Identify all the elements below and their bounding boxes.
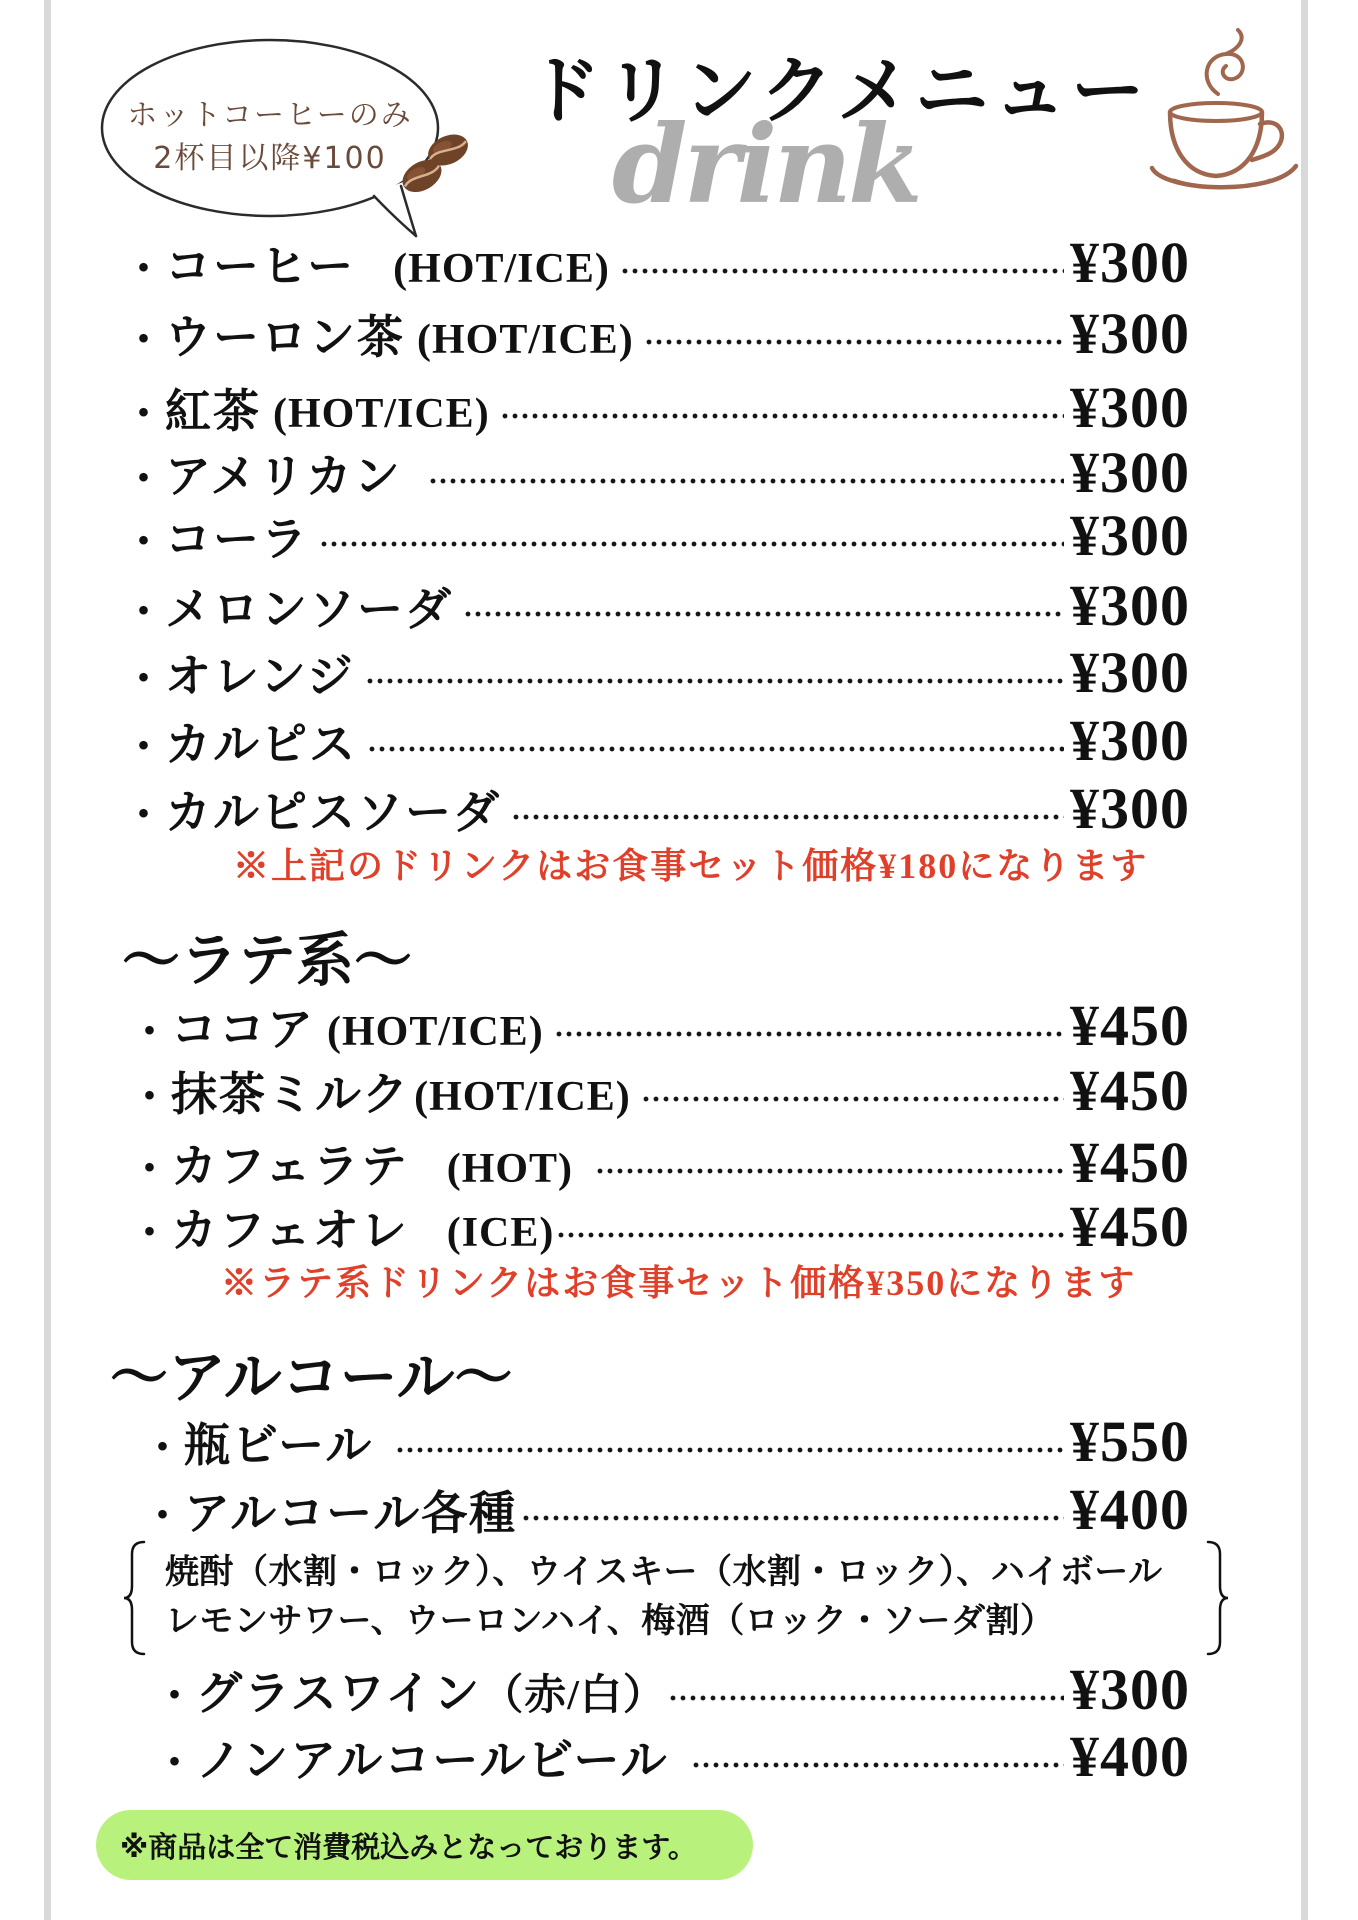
item-price: ¥300 [1070, 573, 1190, 638]
bullet: ・ [129, 1210, 170, 1255]
menu-item-row [141, 1479, 1190, 1541]
item-variant: (ICE) [446, 1210, 555, 1256]
alcohol-variety-line: 焼酎（水割・ロック）、ウイスキー（水割・ロック）、ハイボール [165, 1554, 1163, 1591]
bullet: ・ [123, 246, 164, 291]
bullet: ・ [123, 589, 164, 634]
item-name: コーラ [165, 514, 309, 565]
item-price: ¥450 [1070, 1194, 1190, 1259]
item-name: カルピスソーダ [165, 787, 501, 838]
item-variant: (HOT/ICE) [273, 391, 490, 437]
item-name: ココア [171, 1004, 315, 1055]
item-name: 紅茶 [165, 386, 261, 437]
item-price: ¥450 [1070, 993, 1190, 1058]
item-name: 抹茶ミルク [171, 1069, 411, 1120]
item-price: ¥300 [1070, 1657, 1190, 1722]
section-heading-alcohol: ～アルコール～ [110, 1345, 513, 1410]
item-variant: (HOT/ICE) [414, 1074, 631, 1120]
item-name: メロンソーダ [165, 584, 453, 635]
item-name: ノンアルコールビール [196, 1735, 669, 1786]
steam-icon [1207, 30, 1243, 94]
dotted-leader [511, 813, 1064, 821]
item-price: ¥550 [1070, 1409, 1190, 1474]
item-price: ¥300 [1070, 375, 1190, 440]
menu-item-row [122, 232, 1190, 294]
set-price-note: ※上記のドリンクはお食事セット価格¥180になります [233, 846, 1149, 886]
item-price: ¥400 [1070, 1724, 1190, 1789]
dotted-leader [641, 1095, 1064, 1103]
menu-item-row [128, 1132, 1190, 1194]
bullet: ・ [129, 1009, 170, 1054]
dotted-leader [500, 412, 1064, 420]
item-variant: (HOT) [446, 1146, 574, 1192]
menu-item-row [122, 377, 1190, 439]
alcohol-variety-line: レモンサワー、ウーロンハイ、梅酒（ロック・ソーダ割） [165, 1603, 1055, 1640]
bullet: ・ [154, 1740, 195, 1785]
item-name: アルコール各種 [184, 1488, 518, 1539]
page-title: ドリンクメニュー [527, 51, 1149, 133]
menu-item-row [128, 1196, 1190, 1258]
tax-note-text: ※商品は全て消費税込みとなっております。 [120, 1829, 697, 1864]
menu-item-row [122, 710, 1190, 772]
item-name: オレンジ [165, 651, 355, 702]
left-border [44, 0, 51, 1920]
bullet: ・ [123, 456, 164, 501]
dotted-leader [554, 1030, 1064, 1038]
menu-item-row [122, 303, 1190, 365]
menu-item-row [141, 1411, 1190, 1473]
bullet: ・ [129, 1074, 170, 1119]
dotted-leader [428, 477, 1064, 485]
section-heading-latte: ～ラテ系～ [122, 928, 413, 993]
dotted-leader [620, 267, 1064, 275]
bubble-text-line1: ホットコーヒーのみ [127, 98, 413, 133]
item-price: ¥300 [1070, 708, 1190, 773]
item-price: ¥300 [1070, 503, 1190, 568]
left-curly-brace-icon [122, 1540, 146, 1656]
item-name: コーヒー [165, 241, 356, 292]
item-name: 瓶ビール [184, 1420, 374, 1471]
item-name: カフェラテ [171, 1141, 409, 1192]
dotted-leader [521, 1514, 1064, 1522]
menu-item-row [128, 995, 1190, 1057]
menu-item-row [122, 505, 1190, 567]
dotted-leader [367, 745, 1064, 753]
item-price: ¥300 [1070, 776, 1190, 841]
item-price: ¥450 [1070, 1130, 1190, 1195]
menu-item-row [122, 642, 1190, 704]
dotted-leader [595, 1167, 1064, 1175]
menu-item-row [122, 575, 1190, 637]
dotted-leader [365, 677, 1064, 685]
bubble-text-line2: 2杯目以降¥100 [153, 141, 387, 176]
item-price: ¥400 [1070, 1477, 1190, 1542]
right-border [1301, 0, 1308, 1920]
item-name: グラスワイン [196, 1668, 482, 1719]
bullet: ・ [123, 519, 164, 564]
dotted-leader [668, 1694, 1064, 1702]
dotted-leader [395, 1446, 1064, 1454]
item-price: ¥300 [1070, 230, 1190, 295]
bullet: ・ [123, 656, 164, 701]
item-name: ウーロン茶 [165, 312, 405, 363]
bullet: ・ [142, 1493, 183, 1538]
dotted-leader [691, 1761, 1064, 1769]
script-subtitle: drink [612, 102, 919, 228]
menu-item-row [153, 1659, 1190, 1721]
item-price: ¥300 [1070, 440, 1190, 505]
coffee-cup-icon [1148, 28, 1300, 198]
right-curly-brace-icon [1206, 1540, 1230, 1656]
menu-item-row [128, 1060, 1190, 1122]
bullet: ・ [123, 792, 164, 837]
latte-set-price-note: ※ラテ系ドリンクはお食事セット価格¥350になります [221, 1263, 1137, 1303]
item-name: アメリカン [165, 451, 402, 502]
dotted-leader [644, 338, 1064, 346]
menu-item-row [122, 778, 1190, 840]
item-price: ¥300 [1070, 301, 1190, 366]
menu-item-row [153, 1726, 1190, 1788]
bullet: ・ [123, 317, 164, 362]
item-variant: (HOT/ICE) [327, 1009, 544, 1055]
item-name: カルピス [165, 719, 357, 770]
bullet: ・ [123, 391, 164, 436]
dotted-leader [556, 1231, 1064, 1239]
bullet: ・ [123, 724, 164, 769]
item-variant: (HOT/ICE) [417, 317, 634, 363]
dotted-leader [463, 610, 1064, 618]
item-name: カフェオレ [171, 1205, 409, 1256]
item-variant: （赤/白） [481, 1673, 666, 1719]
item-price: ¥300 [1070, 640, 1190, 705]
tax-note-badge [96, 1810, 753, 1880]
bullet: ・ [154, 1673, 195, 1718]
menu-item-row [122, 442, 1190, 504]
bullet: ・ [142, 1425, 183, 1470]
dotted-leader [319, 540, 1064, 548]
bullet: ・ [129, 1146, 170, 1191]
item-price: ¥450 [1070, 1058, 1190, 1123]
item-variant: (HOT/ICE) [393, 246, 610, 292]
